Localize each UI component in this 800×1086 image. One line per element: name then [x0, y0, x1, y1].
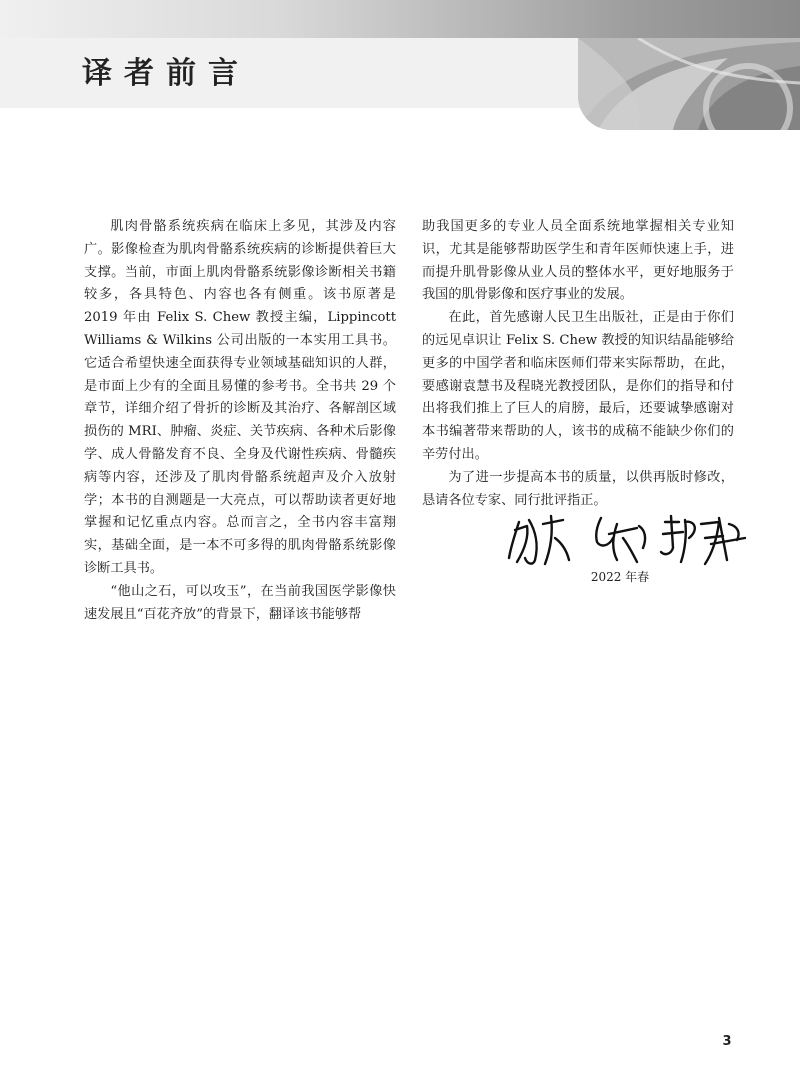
handwritten-signature — [505, 508, 750, 572]
left-text-column — [84, 216, 396, 626]
paragraph: 肌肉骨骼系统疾病在临床上多见，其涉及内容广。影像检查为肌肉骨骼系统疾病的诊断提供着巨大支撑。当前，市面上肌肉骨骼系统影像诊断相关书籍较多，各具特色、内容也各有侧重。该书原著是 2019 年由 Felix S. Chew 教授主编，Lippincott Williams & Wilkins 公司出版的一本实用工具书。它适合希望快速全面获得专业领域基础知识的人群，是市面上少有的全面且易懂的参考书。全书共 29 个章节，详细介绍了骨折的诊断及其治疗、各解剖区域损伤的 MRI、肿瘤、炎症、关节疾病、各种术后影像学、成人骨骼发育不良、全身及代谢性疾病、骨髓疾病等内容，还涉及了肌肉骨骼系统超声及介入放射学；本书的自测题是一大亮点，可以帮助读者更好地掌握和记忆重点内容。总而言之，全书内容丰富翔实，基础全面，是一本不可多得的肌肉骨骼系统影像诊断工具书。 — [84, 219, 396, 576]
right-text-column — [422, 216, 734, 512]
paragraph: “他山之石，可以攻玉”，在当前我国医学影像快速发展且“百花齐放”的背景下，翻译该书能够帮 — [84, 583, 396, 622]
paragraph: 在此，首先感谢人民卫生出版社，正是由于你们的远见卓识让 Felix S. Chew 教授的知识结晶能够给更多的中国学者和临床医师们带来实际帮助，在此，要感谢袁慧书及程晓光教授团队，是你们的指导和付出将我们推上了巨人的肩膀，最后，还要诚挚感谢对本书编著带来帮助的人，该书的成稿不能缺少你们的辛劳付出。 — [422, 310, 734, 462]
decorative-corner-graphic — [578, 38, 800, 130]
paragraph: 为了进一步提高本书的质量，以供再版时修改，恳请各位专家、同行批评指正。 — [422, 469, 734, 508]
page-number: 3 — [722, 1034, 732, 1049]
date-line: 2022 年春 — [590, 570, 650, 584]
page-title: 译者前言 — [82, 56, 250, 91]
top-gradient-bar — [0, 0, 800, 38]
paragraph-continuation: 助我国更多的专业人员全面系统地掌握相关专业知识，尤其是能够帮助医学生和青年医师快速上手，进而提升肌骨影像从业人员的整体水平，更好地服务于我国的肌骨影像和医疗事业的发展。 — [422, 219, 734, 303]
